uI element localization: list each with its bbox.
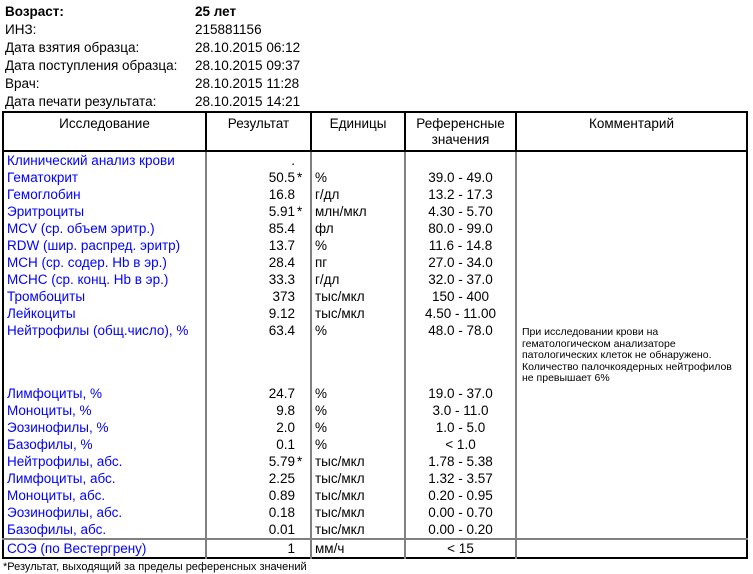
test-comment	[516, 271, 747, 288]
test-reference-range: 0.20 - 0.95	[405, 487, 516, 504]
test-reference-range: 4.50 - 11.00	[405, 305, 516, 322]
column-header-reference: Референсные значения	[405, 112, 516, 151]
test-name: Нейтрофилы (общ.число), %	[7, 323, 189, 338]
result-row	[3, 487, 747, 504]
result-row	[3, 322, 747, 385]
test-result: 2.0	[206, 419, 311, 436]
test-reference-range: < 1.0	[405, 436, 516, 453]
test-result: 5.91 *	[206, 203, 311, 220]
test-units: %	[311, 385, 405, 402]
patient-info-row	[5, 3, 753, 21]
test-units: тыс/мкл	[311, 453, 405, 470]
test-result: 50.5 *	[206, 169, 311, 186]
result-row	[3, 419, 747, 436]
test-reference-range: < 15	[405, 539, 516, 558]
test-units: мм/ч	[311, 539, 405, 558]
test-comment	[516, 305, 747, 322]
test-name: Гематокрит	[7, 170, 79, 185]
test-reference-range: 0.00 - 0.20	[405, 521, 516, 539]
test-units: г/дл	[311, 271, 405, 288]
test-comment	[516, 385, 747, 402]
test-comment	[516, 521, 747, 539]
test-comment	[516, 220, 747, 237]
out-of-range-flag: *	[297, 170, 303, 185]
result-row	[3, 220, 747, 237]
test-comment	[516, 470, 747, 487]
test-name: Моноциты, абс.	[7, 487, 106, 503]
test-reference-range: 39.0 - 49.0	[405, 169, 516, 186]
test-units: %	[311, 419, 405, 436]
result-row	[3, 288, 747, 305]
test-units: тыс/мкл	[311, 487, 405, 504]
test-units: тыс/мкл	[311, 305, 405, 322]
test-units: тыс/мкл	[311, 521, 405, 539]
test-comment	[516, 151, 747, 169]
result-row	[3, 504, 747, 521]
result-row	[3, 151, 747, 169]
test-comment	[516, 436, 747, 453]
test-name: Лимфоциты, абс.	[7, 470, 116, 486]
test-comment	[516, 419, 747, 436]
test-result: 2.25	[206, 470, 311, 487]
column-header-result: Результат	[206, 112, 311, 151]
result-row	[3, 385, 747, 402]
table-header-row	[3, 112, 747, 151]
results-table	[2, 111, 748, 559]
result-row	[3, 453, 747, 470]
test-reference-range: 32.0 - 37.0	[405, 271, 516, 288]
test-units: %	[311, 402, 405, 419]
test-name: Эритроциты	[7, 204, 85, 219]
result-row	[3, 402, 747, 419]
test-result: 24.7	[206, 385, 311, 402]
out-of-range-flag: *	[297, 204, 303, 219]
test-units: %	[311, 169, 405, 186]
patient-info-row	[5, 57, 753, 75]
result-row	[3, 254, 747, 271]
patient-info-label: Возраст:	[5, 4, 64, 19]
result-row	[3, 305, 747, 322]
test-comment	[516, 288, 747, 305]
test-result: 0.01	[206, 521, 311, 539]
patient-info-row	[5, 39, 753, 57]
test-reference-range: 4.30 - 5.70	[405, 203, 516, 220]
test-reference-range: 1.78 - 5.38	[405, 453, 516, 470]
result-row	[3, 470, 747, 487]
result-row	[3, 186, 747, 203]
test-comment: При исследовании крови на гематологическом анализаторе патологических клеток не обнаружено. Количество палочкоядерных нейтрофилов не превышает 6%	[516, 322, 747, 385]
test-comment	[516, 487, 747, 504]
results-table-body	[3, 151, 747, 558]
test-units: тыс/мкл	[311, 288, 405, 305]
test-name: Эозинофилы, %	[7, 419, 109, 435]
result-row	[3, 271, 747, 288]
test-result: 9.12	[206, 305, 311, 322]
result-row	[3, 436, 747, 453]
test-result: 28.4	[206, 254, 311, 271]
test-units: тыс/мкл	[311, 470, 405, 487]
test-name: RDW (шир. распред. эритр)	[7, 238, 181, 253]
test-comment	[516, 254, 747, 271]
test-name: MCHC (ср. конц. Hb в эр.)	[7, 272, 169, 287]
patient-info-row	[5, 93, 753, 111]
test-result: .	[206, 151, 311, 169]
test-units: %	[311, 322, 405, 385]
column-header-units: Единицы	[311, 112, 405, 151]
result-row	[3, 169, 747, 186]
test-comment	[516, 402, 747, 419]
patient-info-label: Дата поступления образца:	[5, 58, 178, 73]
test-units: г/дл	[311, 186, 405, 203]
patient-info-value: 28.10.2015 14:21	[195, 94, 301, 109]
test-comment	[516, 539, 747, 558]
test-name: Лимфоциты, %	[7, 385, 102, 401]
test-reference-range: 1.32 - 3.57	[405, 470, 516, 487]
test-name: Моноциты, %	[7, 402, 92, 418]
test-units: млн/мкл	[311, 203, 405, 220]
test-units: фл	[311, 220, 405, 237]
test-units: тыс/мкл	[311, 504, 405, 521]
test-result: 5.79 *	[206, 453, 311, 470]
test-reference-range: 19.0 - 37.0	[405, 385, 516, 402]
test-result: 9.8	[206, 402, 311, 419]
column-header-comment: Комментарий	[516, 112, 747, 151]
test-units: %	[311, 237, 405, 254]
test-comment	[516, 237, 747, 254]
test-reference-range: 27.0 - 34.0	[405, 254, 516, 271]
footnote: *Результат, выходящий за пределы референсных значений	[3, 560, 307, 573]
test-reference-range	[405, 151, 516, 169]
test-result: 0.18	[206, 504, 311, 521]
test-reference-range: 11.6 - 14.8	[405, 237, 516, 254]
test-reference-range: 3.0 - 11.0	[405, 402, 516, 419]
test-name: MCH (ср. содер. Hb в эр.)	[7, 255, 167, 270]
patient-info-row	[5, 75, 753, 93]
column-header-test: Исследование	[3, 112, 206, 151]
out-of-range-flag: *	[297, 453, 303, 469]
test-name: СОЭ (по Вестергрену)	[3, 539, 206, 558]
test-reference-range: 1.0 - 5.0	[405, 419, 516, 436]
test-name: Гемоглобин	[7, 187, 81, 202]
test-reference-range: 13.2 - 17.3	[405, 186, 516, 203]
test-result: 33.3	[206, 271, 311, 288]
test-reference-range: 0.00 - 0.70	[405, 504, 516, 521]
result-row	[3, 521, 747, 539]
test-result: 85.4	[206, 220, 311, 237]
test-comment	[516, 504, 747, 521]
patient-info-value: 28.10.2015 06:12	[195, 40, 301, 55]
test-reference-range: 48.0 - 78.0	[405, 322, 516, 385]
test-name: Тромбоциты	[7, 289, 86, 304]
patient-info-label: Дата печати результата:	[5, 94, 157, 109]
test-name: Базофилы, абс.	[7, 521, 107, 537]
test-result: 0.89	[206, 487, 311, 504]
patient-info-row	[5, 21, 753, 39]
patient-info-value: 28.10.2015 11:28	[195, 76, 300, 91]
test-reference-range: 150 - 400	[405, 288, 516, 305]
test-name: Базофилы, %	[7, 436, 93, 452]
test-reference-range: 80.0 - 99.0	[405, 220, 516, 237]
patient-info	[0, 0, 753, 111]
test-comment	[516, 169, 747, 186]
patient-info-value: 215881156	[195, 22, 262, 37]
patient-info-label: Дата взятия образца:	[5, 40, 140, 55]
test-result: 373	[206, 288, 311, 305]
test-name: Клинический анализ крови	[7, 153, 175, 168]
patient-info-value: 25 лет	[195, 4, 237, 19]
test-comment	[516, 203, 747, 220]
result-row	[3, 203, 747, 220]
patient-info-label: ИНЗ:	[5, 22, 37, 37]
test-units: %	[311, 436, 405, 453]
test-name: MCV (ср. объем эритр.)	[7, 221, 155, 236]
test-comment	[516, 453, 747, 470]
test-result: 13.7	[206, 237, 311, 254]
test-comment	[516, 186, 747, 203]
result-row	[3, 237, 747, 254]
patient-info-label: Врач:	[5, 76, 40, 91]
test-name: Лейкоциты	[7, 306, 76, 321]
test-name: Нейтрофилы, абс.	[7, 453, 123, 469]
test-units: пг	[311, 254, 405, 271]
test-result: 1	[206, 539, 311, 558]
test-result: 63.4	[206, 322, 311, 385]
test-name: Эозинофилы, абс.	[7, 504, 123, 520]
test-result: 0.1	[206, 436, 311, 453]
patient-info-value: 28.10.2015 09:37	[195, 58, 301, 73]
test-result: 16.8	[206, 186, 311, 203]
result-row	[3, 539, 747, 558]
test-units	[311, 151, 405, 169]
